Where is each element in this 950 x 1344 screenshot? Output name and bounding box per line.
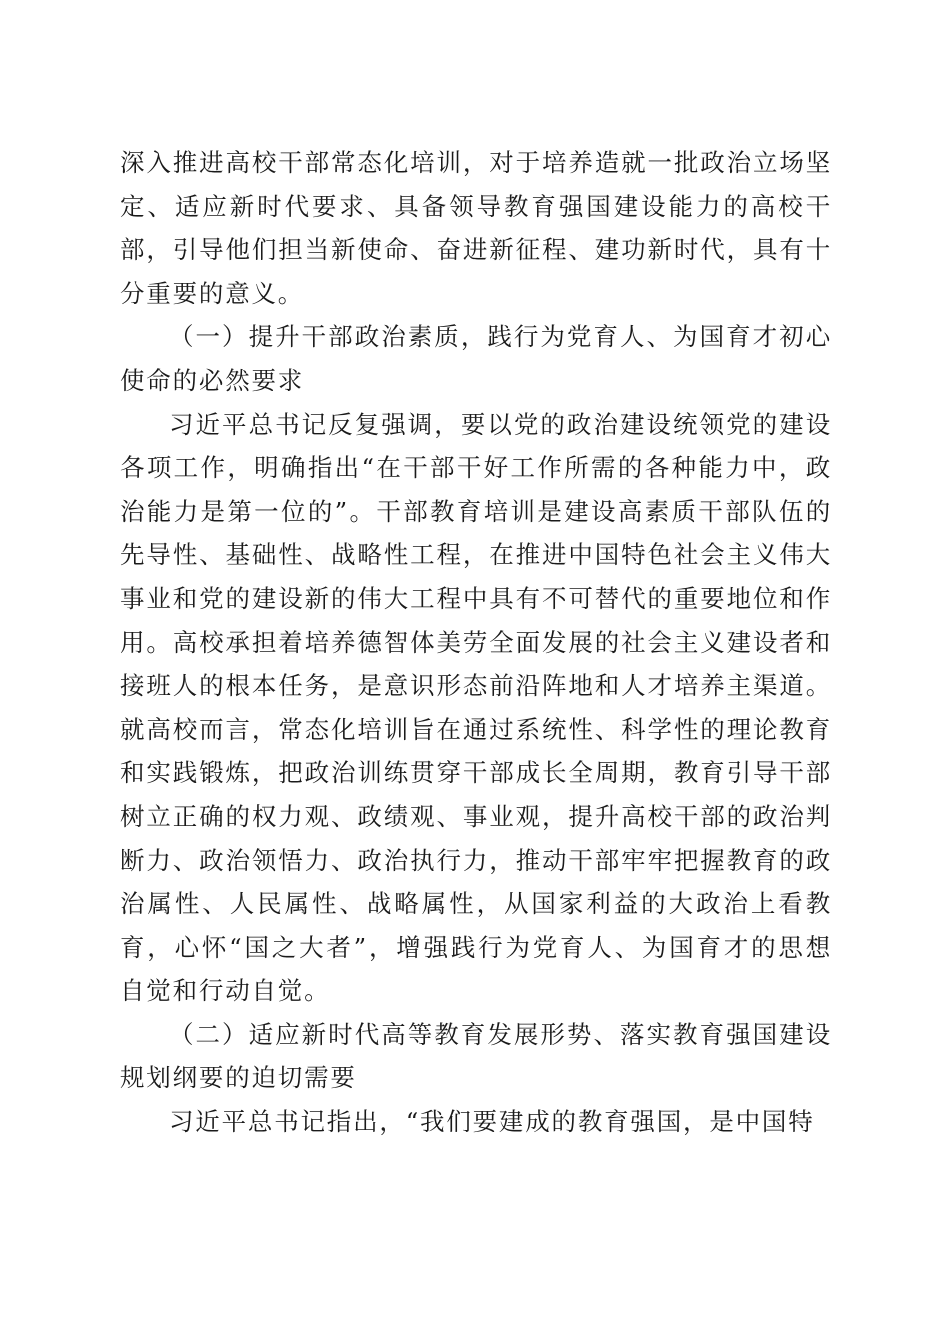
paragraph-intro: 深入推进高校干部常态化培训，对于培养造就一批政治立场坚定、适应新时代要求、具备领导教育强国建设能力的高校干部，引导他们担当新使命、奋进新征程、建功新时代，具有十分重要的意义。 xyxy=(120,148,832,308)
section-heading-1: （一）提升干部政治素质，践行为党育人、为国育才初心使命的必然要求 xyxy=(120,322,832,395)
paragraph-section-2: 习近平总书记指出，“我们要建成的教育强国，是中国特 xyxy=(169,1107,815,1137)
document-body xyxy=(120,141,832,1144)
section-heading-2: （二）适应新时代高等教育发展形势、落实教育强国建设规划纲要的迫切需要 xyxy=(120,1019,832,1093)
paragraph-section-1: 习近平总书记反复强调，要以党的政治建设统领党的建设各项工作，明确指出“在干部干好工作所需的各种能力中，政治能力是第一位的”。干部教育培训是建设高素质干部队伍的先导性、基础性、战略性工程，在推进中国特色社会主义伟大事业和党的建设新的伟大工程中具有不可替代的重要地位和作用。高校承担着培养德智体美劳全面发展的社会主义建设者和接班人的根本任务，是意识形态前沿阵地和人才培养主渠道。就高校而言，常态化培训旨在通过系统性、科学性的理论教育和实践锻炼，把政治训练贯穿干部成长全周期，教育引导干部树立正确的权力观、政绩观、事业观，提升高校干部的政治判断力、政治领悟力、政治执行力，推动干部牢牢把握教育的政治属性、人民属性、战略属性，从国家利益的大政治上看教育，心怀“国之大者”，增强践行为党育人、为国育才的思想自觉和行动自觉。 xyxy=(120,409,832,1006)
